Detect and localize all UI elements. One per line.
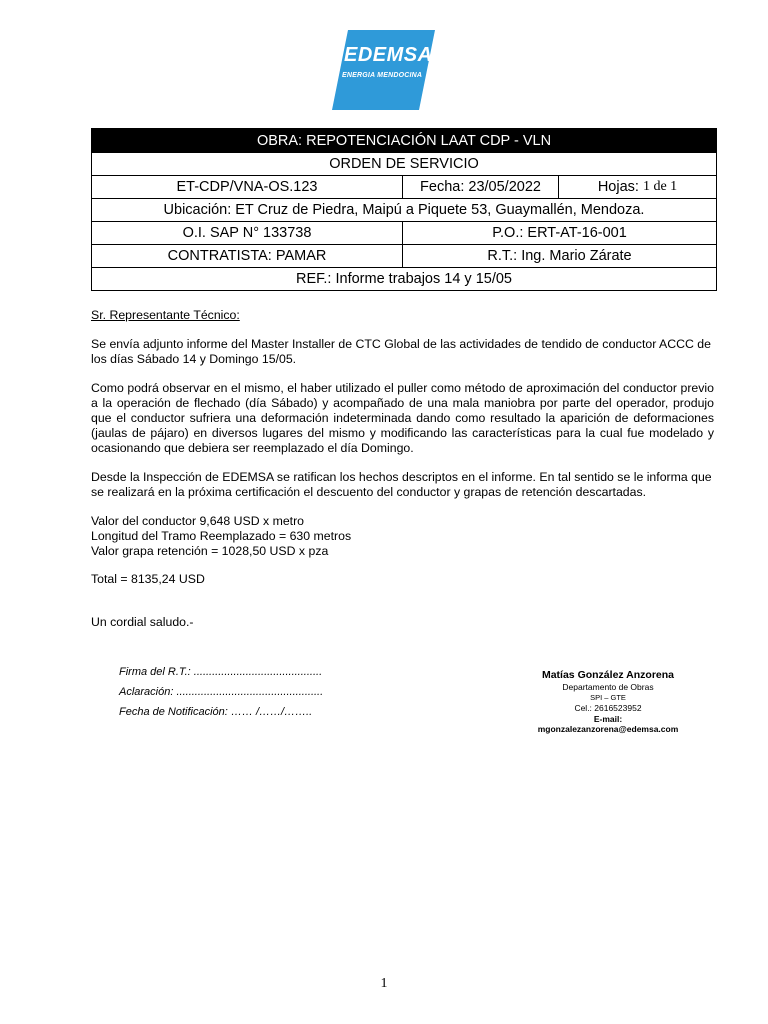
- contractor: CONTRATISTA: PAMAR: [167, 248, 327, 264]
- signatory-phone: Cel.: 2616523952: [574, 703, 642, 713]
- logo-brand: EDEMSA: [344, 44, 433, 66]
- email-label: E-mail:: [593, 713, 623, 724]
- letter-body: [91, 308, 714, 630]
- paragraph-3: Desde la Inspección de EDEMSA se ratifican los hechos descriptos en el informe. En tal sentido se le informa que se realizará en la próxima certificación el descuento del conductor y grapas de retención descartadas.: [91, 470, 712, 499]
- header-row-ubicacion: [92, 198, 716, 221]
- paragraph-1: Se envía adjunto informe del Master Installer de CTC Global de las actividades de tendido de conductor ACCC de los días Sábado 14 y Domingo 15/05.: [91, 337, 711, 366]
- total-amount: Total = 8135,24 USD: [91, 572, 205, 586]
- header-row-contratista: [92, 244, 716, 267]
- obra-title: OBRA: REPOTENCIACIÓN LAAT CDP - VLN: [256, 132, 552, 149]
- po-number: P.O.: ERT-AT-16-001: [402, 222, 716, 244]
- page-number: 1: [380, 976, 388, 991]
- section-length: Longitud del Tramo Reemplazado = 630 metros: [91, 529, 352, 543]
- document-code: ET-CDP/VNA-OS.123: [176, 179, 318, 195]
- header-row-codigo: [92, 175, 716, 198]
- logo-parallelogram: [332, 30, 435, 110]
- signatory-block: [508, 668, 708, 735]
- reference: REF.: Informe trabajos 14 y 15/05: [296, 271, 512, 287]
- clamp-value: Valor grapa retención = 1028,50 USD x pza: [91, 544, 329, 558]
- signatory-department: Departamento de Obras: [562, 682, 654, 692]
- closing: Un cordial saludo.-: [91, 615, 194, 629]
- header-table: [91, 128, 717, 291]
- edemsa-logo: [332, 30, 435, 110]
- logo-tagline: ENERGIA MENDOCINA: [342, 72, 423, 79]
- signature-fields: [119, 662, 323, 722]
- orden-title: ORDEN DE SERVICIO: [329, 156, 479, 172]
- salutation: Sr. Representante Técnico:: [91, 308, 240, 322]
- technical-representative: R.T.: Ing. Mario Zárate: [402, 245, 716, 267]
- notification-date-line: Fecha de Notificación: …… /……/……..: [119, 706, 313, 718]
- header-row-obra: [92, 129, 716, 152]
- location: Ubicación: ET Cruz de Piedra, Maipú a Piquete 53, Guaymallén, Mendoza.: [163, 202, 645, 218]
- sheets-value: 1 de 1: [642, 179, 678, 194]
- document-date: Fecha: 23/05/2022: [402, 176, 558, 198]
- header-row-orden: [92, 152, 716, 175]
- sheets-label: Hojas:: [597, 179, 639, 195]
- signatory-name: Matías González Anzorena: [541, 669, 675, 681]
- signatory-unit: SPI – GTE: [590, 692, 626, 702]
- rt-signature-line: Firma del R.T.: ..........................................: [119, 666, 323, 678]
- oi-sap-number: O.I. SAP N° 133738: [182, 225, 312, 241]
- signatory-email: mgonzalezanzorena@edemsa.com: [537, 724, 679, 734]
- header-row-ref: [92, 267, 716, 290]
- clarification-line: Aclaración: ................................................: [119, 686, 324, 698]
- conductor-value: Valor del conductor 9,648 USD x metro: [91, 514, 305, 528]
- header-row-sap: [92, 221, 716, 244]
- sheets-count: [558, 176, 716, 198]
- paragraph-2: Como podrá observar en el mismo, el haber utilizado el puller como método de aproximación del conductor previo a la operación de flechado (día Sábado) y acompañado de una mala maniobra por parte del operador, produjo que el conductor sufriera una deformación indeterminada dando como resultado la aparición de deformaciones (jaulas de pájaro) en diversos lugares del mismo y modificando las características para la cual fue modelado y ocasionando que debiera ser reemplazado el día Domingo.: [91, 381, 714, 455]
